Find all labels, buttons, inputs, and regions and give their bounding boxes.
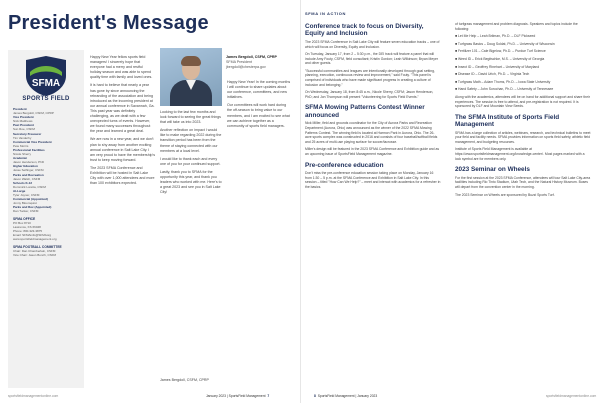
president-photo (160, 48, 222, 106)
heading-seminar-on-wheels: 2023 Seminar on Wheels (455, 166, 530, 174)
masthead-label: Academic (13, 156, 28, 161)
turf-speakers-paragraph: ■ Disease ID – David Urich, Ph.D. – Virginia Tech (455, 72, 530, 77)
president-message-paragraph: We are now in a new year, and we don't plan to shy away from another exciting annual conference in Salt Lake City. I am very proud to have the membership's trust to keep moving forward. (90, 137, 156, 162)
heading-pre-conference: Pre-conference education (305, 161, 384, 169)
masthead-value: Tim Vanderhy (13, 135, 32, 140)
caption-role: SFMA President (226, 59, 252, 64)
right-column-1 (305, 22, 441, 193)
section-label: SFMA IN ACTION (305, 11, 346, 16)
president-message-paragraph: Our committees will work hard during the off-season to bring value to our members, and I am excited to see what we can achieve together as a community of sports field managers. (227, 103, 290, 128)
conference-track-paragraph: On Wednesday, January 18, from 8:45 a.m., Nicole Sherry, CSFM; Jason Henderson, PhD; and Jon Thompson will present "Volunteering for Sports Field Events." (305, 90, 434, 99)
masthead-label: Parks and Recreation (13, 172, 44, 177)
masthead-label: Schools K-12 (13, 180, 33, 185)
president-message-paragraph: Happy New Year! In the coming months I will continue to share updates about our conference, committees, and new initiatives. (227, 80, 291, 100)
institute-paragraph: SFMA has a large collection of articles, webinars, research, and technical bulletins to meet your field and facility needs. SFMA provides information on sports field safety, athletic field management, and budgeting resources. (455, 130, 591, 144)
conference-track-paragraph: "Successful communities and leagues are intentionally developed through goal setting, planning, execution, continuous review and improvement," said Fouty. "This panel is comprised of individuals who have made significant progress in creating a culture of inclusion and belonging." (305, 68, 435, 87)
mowing-contest-paragraph: Miller's design will be featured in the 2023 SFMA Conference and Exhibition guide and as an upcoming issue of SportsField Management magazine. (305, 147, 440, 156)
masthead-label: Parks and Rec (Appointed) (13, 205, 52, 210)
office-heading: SFMA OFFICE (13, 216, 36, 221)
office-line: Lawrence, KS 66048 (13, 225, 41, 230)
president-message-paragraph: Looking to the last few months and look forward to seeing the great things that will take us into 2023. (160, 110, 221, 125)
masthead-value: Dan Tucker, CSFM (13, 209, 39, 214)
footer-right-page: 8 (314, 394, 316, 398)
photo-caption (226, 55, 294, 69)
president-message-paragraph: Lastly, thank you to SFMA for the opportunity this year, and thank you leaders who worked with me. Here's to a great 2023 and see you in Salt Lake City! (160, 169, 222, 195)
masthead-label: Professional Facilities (13, 147, 45, 152)
page-title: President's Message (8, 12, 209, 34)
turf-speakers-paragraph: of turfgrass management and problem diagnosis. Speakers and topics include the following: (455, 22, 578, 31)
footer-right-mag-text: SportsField Management | January 2023 (317, 394, 378, 398)
footer-left-mag-text: January 2023 | SportsField Management (206, 394, 266, 398)
masthead-value: Tyler Joyner, CSFM (13, 192, 40, 197)
president-message-paragraph: Another reflection on impact I would like to make regarding 2022 during the transition period has been from the theme of staying connected with our members at a local level. (160, 128, 222, 153)
article-column-1 (90, 55, 155, 189)
turf-speakers-paragraph: ■ Hand Safety – John Sorochan, Ph.D. – University of Tennessee (455, 87, 554, 92)
heading-conference-track: Conference track to focus on Diversity, Equity and Inclusion (305, 23, 424, 38)
committee-line: Chair: Dan Chamberlain, CSFM (13, 249, 56, 254)
turf-speakers-paragraph: ■ Insect ID – Geoffrey Rinehart – University of Maryland (455, 64, 540, 69)
caption-name: James Bergdoll, CSFM, CPRP (226, 55, 277, 59)
mowing-contest-paragraph: Nick Miller, field and grounds coordinator for the City of Aurora Parks and Recreation Department (Aurora, Ohio) was announced as the winner of the 2022 SFMA Mowing Patterns Contest. The winning field is located at Harmon Park in Aurora, Ohio. The 26-acre sports complex was constructed in 2016 and consists of four baseball/softball fields and 25 acres of multi-use playing surface for soccer/lacrosse. (305, 121, 438, 144)
office-line: www.sportsfieldmanagement.org (13, 237, 57, 242)
president-message-paragraph: I would like to thank each and every one of you for your continued support. (160, 156, 221, 166)
conference-track-paragraph: The 2023 SFMA Conference in Salt Lake City will feature seven education tracks – one of which will focus on Diversity, Equity and Inclusion. (305, 39, 440, 49)
turf-speakers-paragraph: ■ Turfgrass Math – Adam Thoms, Ph.D. – Iowa State University (455, 79, 551, 84)
turf-speakers-paragraph: ■ Weed ID – Erick Begitschke, M.S. – University of Georgia (455, 56, 545, 61)
masthead-value: Pete Morris (13, 143, 29, 148)
masthead-label: Past President (13, 123, 34, 128)
turf-speakers-paragraph: ■ Turfgrass Basics – Doug Soldat, Ph.D. – University of Wisconsin (455, 41, 555, 46)
masthead-value: James Bergdoll, CSFM, CPRP (13, 111, 54, 116)
right-page (300, 0, 600, 403)
turf-speakers-paragraph: ■ Fertilizer 101 – Cale Bigelow, Ph.D. – Purdue Turf Science (455, 49, 546, 54)
office-line: Email: SFMAinfo@SFMAorg (13, 233, 52, 238)
masthead-value: Nicole Sherry (13, 152, 32, 157)
committee-heading: SFMA FOOTBALL COMMITTEE (13, 245, 62, 249)
institute-paragraph: Institute of Sports Field Management is available at https://www.sportsfieldmanagement.org/knowledge-center/. Most pages marked with a lock symbol are for members only. (455, 147, 585, 161)
svg-text:SFMA: SFMA (31, 78, 61, 89)
footer-left-page: 7 (267, 394, 270, 398)
footer-left-mag (206, 394, 269, 398)
masthead-value: Nick Matthews (13, 119, 33, 124)
masthead-value: Jason Walsh, CSFM (13, 176, 41, 181)
pre-conference-paragraph: Don't miss the pre-conference education session taking place on Monday, January 16 from 1:30 – 5 p.m. at the SFMA Conference and Exhibition in Salt Lake City. In this session – titled "How Can We Help?" – meet and interact with academics for a refresher in the basics. (305, 171, 441, 189)
heading-mowing-contest: SFMA Mowing Patterns Contest Winner announced (305, 104, 425, 119)
logo-wordmark: SPORTS FIELD (22, 96, 70, 102)
footer-url-right[interactable]: sportsfieldmanagementonline.com (546, 394, 597, 398)
right-column-2 (455, 22, 591, 200)
turf-speakers-paragraph: ■ Let Me Help – Leah Brilman, Ph.D. – DLF Pickseed (455, 34, 536, 39)
masthead-value: Dommick Loretta, CSFM (13, 184, 46, 189)
masthead-label: Commercial Vice President (13, 139, 52, 144)
president-message-paragraph: Happy New Year fellow sports field managers! I sincerely hope that everyone had a merry and restful holiday season and was able to spend quality time with family and loved ones. (90, 55, 153, 80)
committee-line: Vice Chair: Jason Bunch, CSFM (13, 253, 56, 258)
president-message-paragraph: It is hard to believe that nearly a year has gone by since announcing the rebranding of the association and being introduced as the incoming president at our annual conference in Savannah, Ga. This past year was definitely challenging, as we dealt with a few unexpected turns of events. However, we found many successes throughout the year and learned a great deal. (90, 83, 155, 134)
masthead-label: President (13, 107, 27, 111)
sfma-logo-icon (18, 54, 74, 98)
seminar-paragraph: The 2023 Seminar on Wheels are sponsored by Buzzi Sports Turf. (455, 192, 555, 197)
masthead-list (13, 107, 81, 257)
masthead-value: Jonny Bloomquist (13, 201, 37, 206)
turf-speakers-paragraph: Along with the academics, attendees will be on hand for additional support and share their experiences. The session is free to attend, and pre-registration is not required. It is sponsored by DLF and Mountain View Seeds. (455, 94, 590, 109)
office-line: Phone: 800-323-3875 (13, 229, 43, 234)
conference-track-paragraph: On Tuesday, January 17, from 2 – 5:30 p.m., the DEI track will feature a panel that will include Amy Fouty, CSFM, field consultant; Kristin Gordon; Leah Wilkinson; Bryan Meyer and other guests. (305, 52, 438, 66)
masthead-label: Vice President (13, 115, 34, 120)
office-line: PO Box 8710 (13, 221, 31, 226)
article-column-3 (227, 80, 292, 132)
president-message-paragraph: The 2023 SFMA Conference and Exhibition will be hosted in Salt Lake City with over 1,000 attendees and more than 100 exhibitors expected. (90, 165, 155, 186)
article-column-2 (160, 110, 222, 198)
seminar-paragraph: For the first session at the 2023 SFMA Conference, attendees will tour Salt Lake City-area facilities including Rio Tinto Stadium, Utah Tech, and the Natural History Museum. Buses will depart from the convention center in the morning. (455, 175, 591, 190)
masthead-value: Jesse Selfinger, CSFM (13, 168, 44, 173)
footer-url-left[interactable]: sportsfieldmanagementonline.com (8, 394, 59, 398)
footer-right-mag (314, 394, 377, 398)
caption-email: jbergdoll@chesterpa.gov (226, 64, 266, 69)
heading-institute: The SFMA Institute of Sports Field Management (455, 113, 560, 128)
masthead-value: Jason Henderson, PhD (13, 160, 45, 165)
signature: James Bergdoll, CSFM, CPRP (160, 378, 209, 382)
masthead-label: At-Large (13, 188, 26, 193)
masthead-label: Commercial (Appointed) (13, 197, 48, 202)
masthead-label: Higher Education (13, 164, 38, 169)
sidebar-masthead (8, 50, 84, 388)
masthead-label: Secretary-Treasurer (13, 131, 42, 136)
masthead-value: Sun Roe, CSFM (13, 127, 35, 132)
